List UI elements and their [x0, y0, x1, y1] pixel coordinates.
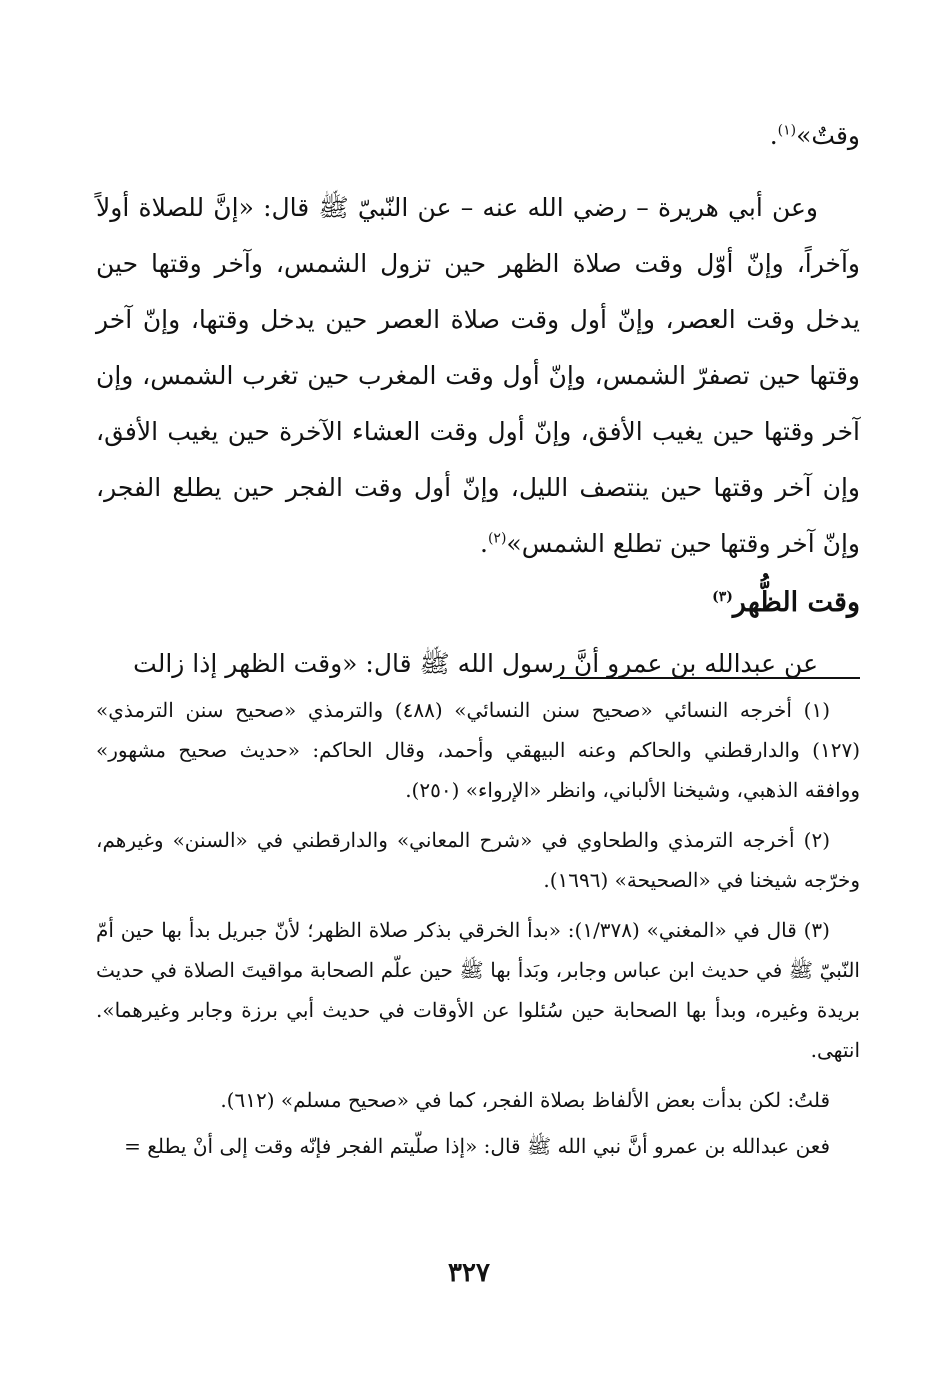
footnote-divider	[560, 677, 860, 679]
footnote-3-continuation: فعن عبدالله بن عمرو أنَّ نبي الله ﷺ قال: «إذا صلّيتم الفجر فإنّه وقت إلى أنْ يطلع =	[124, 1134, 830, 1158]
continuation-line	[96, 108, 860, 164]
footnote-1: (١) أخرجه النسائي «صحيح سنن النسائي» (٤٨٨) والترمذي «صحيح سنن الترمذي» (١٢٧) والدارقطني والحاكم وعنه البيهقي وأحمد، وقال الحاكم: «حديث صحيح مشهور» ووافقه الذهبي، وشيخنا الألباني، وانظر «الإرواء» (٢٥٠).	[96, 698, 861, 802]
footnote-3: (٣) قال في «المغني» (١/٣٧٨): «بدأ الخرقي بذكر صلاة الظهر؛ لأنّ جبريل بدأ بها حين أمّ النّبيّ ﷺ في حديث ابن عباس وجابر، وبَدأ بها ﷺ حين علّم الصحابة مواقيتَ الصلاة في حديث بريدة وغيره، وبدأ بها الصحابة حين سُئلوا عن الأوقات في حديث أبي برزة وجابر وغيرهما». انتهى.	[96, 918, 860, 1062]
footnote-2: (٢) أخرجه الترمذي والطحاوي في «شرح المعاني» والدارقطني في «السنن» وغيرهم، وخرّجه شيخنا في «الصحيحة» (١٦٩٦).	[96, 828, 860, 892]
footnote-3-comment: قلتُ: لكن بدأت بعض الألفاظ بصلاة الفجر، كما في «صحيح مسلم» (٦١٢).	[220, 1088, 830, 1112]
section-heading-text: وقت الظُّهر	[732, 587, 860, 618]
page-number: ٣٢٧	[448, 1258, 490, 1288]
continuation-text: وقتٌ»	[796, 121, 860, 150]
footnote-ref-3: (٣)	[712, 589, 733, 605]
hadith-paragraph	[96, 180, 860, 572]
footnote-ref-1: (١)	[777, 122, 797, 139]
main-text	[96, 108, 860, 692]
section-paragraph-text: عن عبدالله بن عمرو أنَّ رسول الله ﷺ قال: «وقت الظهر إذا زالت	[133, 649, 818, 678]
continuation-end: .	[769, 121, 778, 150]
section-paragraph	[96, 636, 860, 692]
hadith-text: وعن أبي هريرة – رضي الله عنه – عن النّبيّ ﷺ قال: «إنَّ للصلاة أولاً وآخراً، وإنّ أوّل وقت صلاة الظهر حين تزول الشمس، وآخر وقتها حين يدخل وقت العصر، وإنّ أول وقت صلاة العصر حين يدخل وقتها، وإنّ آخر وقتها حين تصفرّ الشمس، وإنّ أول وقت المغرب حين تغرب الشمس، وإن آخر وقتها حين يغيب الأفق، وإنّ أول وقت العشاء الآخرة حين يغيب الأفق، وإن آخر وقتها حين ينتصف الليل، وإنّ أول وقت الفجر حين يطلع الفجر، وإنّ آخر وقتها حين تطلع الشمس»	[96, 193, 860, 558]
footnote-ref-2: (٢)	[487, 530, 507, 547]
hadith-end: .	[480, 529, 488, 558]
footnotes	[96, 690, 860, 1172]
section-heading	[96, 574, 860, 632]
